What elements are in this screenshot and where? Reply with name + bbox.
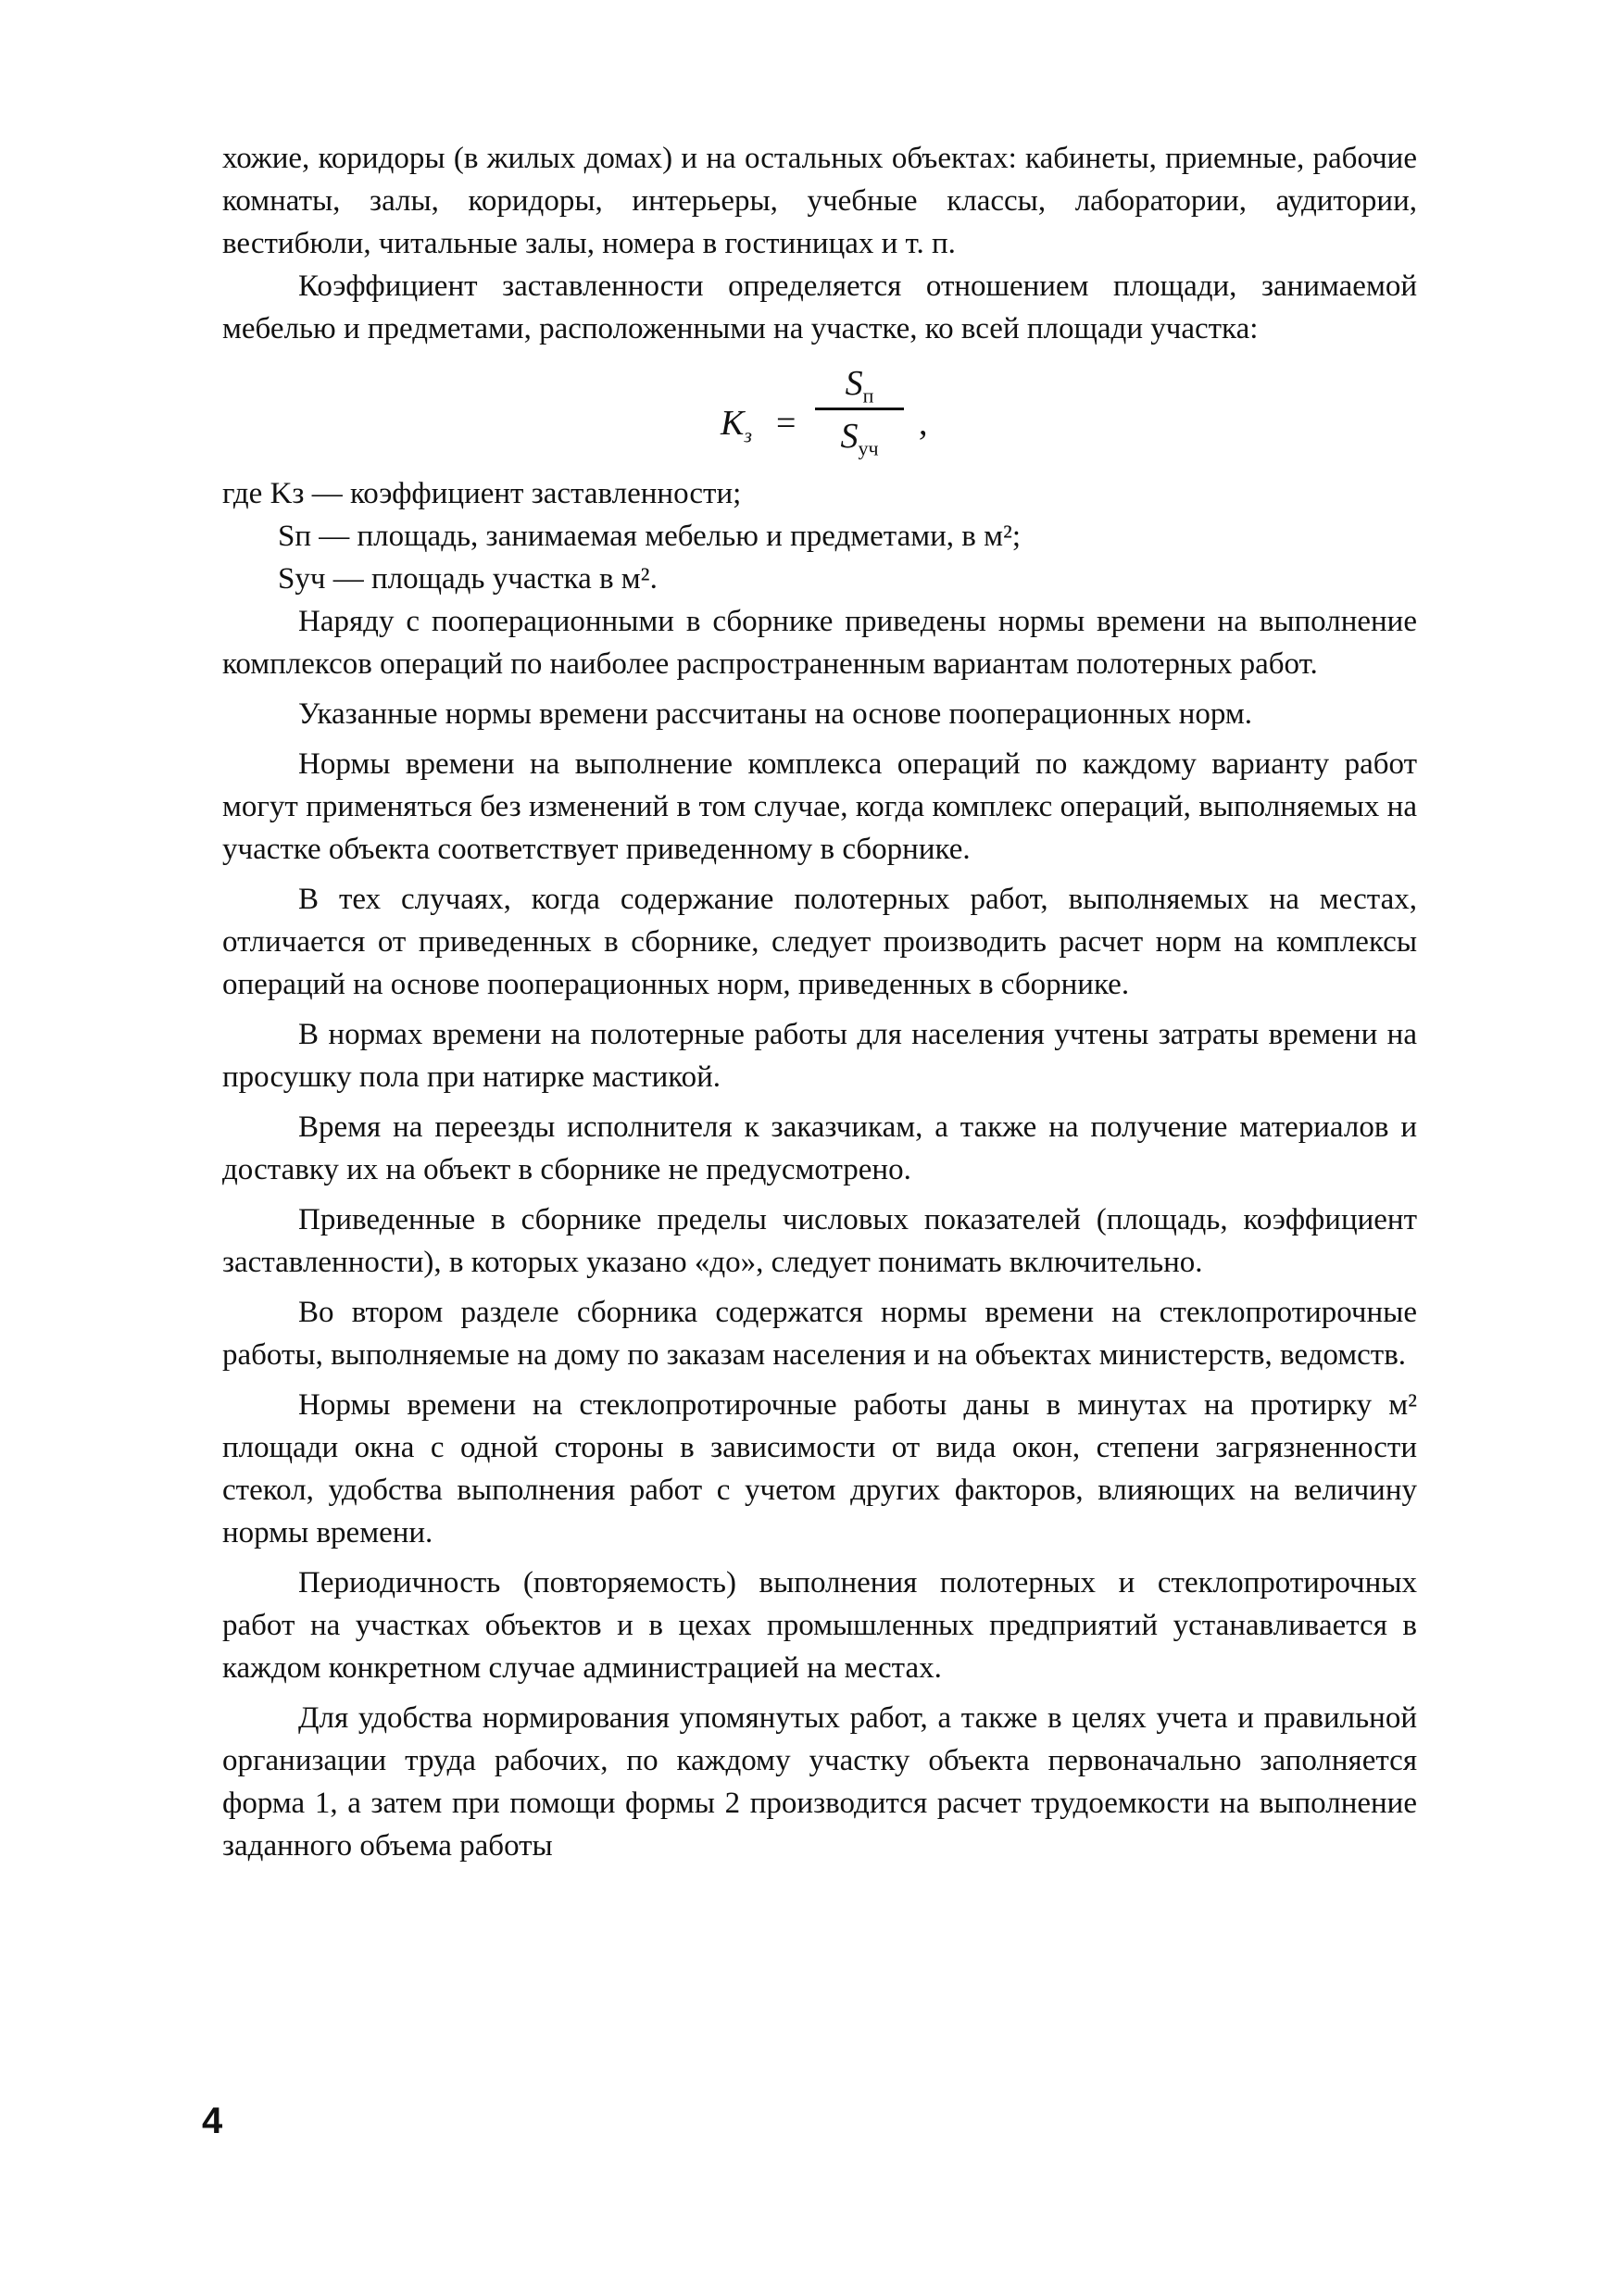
paragraph-9: Приведенные в сборнике пределы числовых показателей (площадь, коэффициент заставленности), в которых указано «до», следует понимать включительно. (222, 1203, 1417, 1279)
paragraph-10: Во втором разделе сборника содержатся нормы времени на стеклопротирочные работы, выполняемые на дому по заказам населения и на объектах министерств, ведомств. (222, 1296, 1417, 1372)
paragraph-4: Указанные нормы времени рассчитаны на основе пооперационных норм. (298, 697, 1253, 731)
paragraph-12: Периодичность (повторяемость) выполнения полотерных и стеклопротирочных работ на участках объектов и в цехах промышленных предприятий устанавливается в каждом конкретном случае администрацией на местах. (222, 1566, 1417, 1685)
formula-fraction (815, 359, 904, 462)
paragraph-11: Нормы времени на стеклопротирочные работы даны в минутах на протирку м² площади окна с одной стороны в зависимости от вида окон, степени загрязненности стекол, удобства выполнения работ с учетом других факторов, влияющих на величину нормы времени. (222, 1388, 1417, 1549)
paragraph-6: В тех случаях, когда содержание полотерных работ, выполняемых на местах, отличается от приведенных в сборнике, следует производить расчет норм на комплексы операций на основе пооперационных норм, приведенных в сборнике. (222, 883, 1417, 1001)
formula-legend (222, 472, 1417, 600)
legend-item-sp: Sп — площадь, занимаемая мебелью и предметами, в м²; (278, 520, 1022, 553)
page-number: 4 (202, 2101, 223, 2141)
legend-item-k: где Kз — коэффициент заставленности; (222, 477, 742, 510)
paragraph-13: Для удобства нормирования упомянутых работ, а также в целях учета и правильной организации труда рабочих, по каждому участку объекта первоначально заполняется форма 1, а затем при помощи формы 2 производится расчет трудоемкости на выполнение заданного объема работы (222, 1701, 1417, 1863)
formula-denominator: $S_{уч}$ (840, 417, 879, 460)
paragraph-2: Коэффициент заставленности определяется отношением площади, занимаемой мебелью и предметами, расположенными на участке, ко всей площади участка: (222, 270, 1417, 345)
legend-item-such: Sуч — площадь участка в м². (278, 562, 658, 596)
formula-trail: , (919, 404, 928, 443)
body-text (222, 137, 1417, 1867)
formula-numerator: $S_п$ (845, 364, 874, 408)
formula-equals: = (776, 404, 796, 443)
formula-coefficient (222, 359, 1417, 472)
paragraph-7: В нормах времени на полотерные работы для населения учтены затраты времени на просушку пола при натирке мастикой. (222, 1018, 1417, 1094)
formula-lhs: $K_з$ (721, 404, 752, 447)
paragraph-5: Нормы времени на выполнение комплекса операций по каждому варианту работ могут применяться без изменений в том случае, когда комплекс операций, выполняемых на участке объекта соответствует приведенному в сборнике. (222, 747, 1417, 866)
paragraph-3: Наряду с пооперационными в сборнике приведены нормы времени на выполнение комплексов операций по наиболее распространенным вариантам полотерных работ. (222, 605, 1417, 681)
paragraph-8: Время на переезды исполнителя к заказчикам, а также на получение материалов и доставку их на объект в сборнике не предусмотрено. (222, 1110, 1417, 1186)
paragraph-1: хожие, коридоры (в жилых домах) и на остальных объектах: кабинеты, приемные, рабочие комнаты, залы, коридоры, интерьеры, учебные классы, лаборатории, аудитории, вестибюли, читальные залы, номера в гостиницах и т. п. (222, 142, 1417, 260)
